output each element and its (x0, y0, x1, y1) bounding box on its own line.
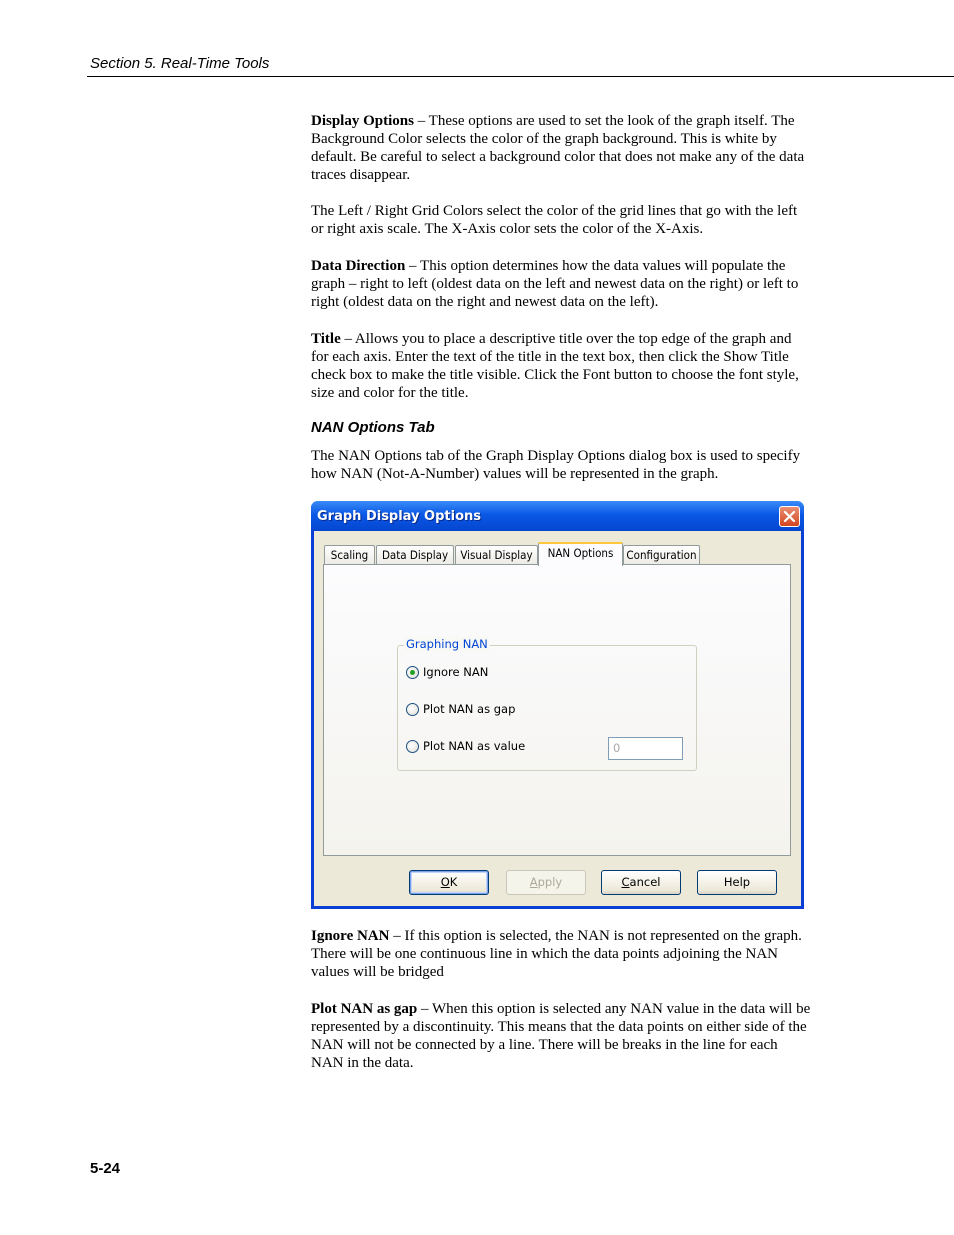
graphing-nan-label: Graphing NAN (406, 637, 488, 651)
running-header: Section 5. Real-Time Tools (90, 55, 270, 72)
dialog-title: Graph Display Options (317, 509, 482, 524)
close-button[interactable] (779, 506, 800, 527)
apply-button[interactable] (506, 870, 586, 895)
apply-mnemonic: A (529, 875, 538, 889)
cancel-label: ancel (629, 875, 661, 889)
graph-display-options-dialog (311, 501, 804, 909)
paragraph-nan-intro: The NAN Options tab of the Graph Display Options dialog box is used to specify how NAN (Not-A-Number) values will be represented in the graph. (311, 448, 801, 482)
text-plot-nan-as-gap: – When this option is selected any NAN value in the data will be represented by a discontinuity. This means that the data points on either side of the NAN will not be connected by a line. There will be breaks in the line for each NAN in the data. (311, 1001, 811, 1071)
tab-scaling[interactable]: Scaling (324, 545, 375, 564)
paragraph-data-direction (311, 257, 811, 311)
header-rule (87, 76, 954, 77)
paragraph-grid-colors: The Left / Right Grid Colors select the color of the grid lines that go with the left or right axis scale. The X-Axis color sets the color of the X-Axis. (311, 203, 798, 237)
text-ignore-nan: – If this option is selected, the NAN is not represented on the graph. There will be one continuous line in which the data points adjoining the NAN values will be bridged (311, 928, 802, 980)
cancel-mnemonic: C (621, 875, 630, 889)
close-icon (783, 510, 796, 523)
text-data-direction: – This option determines how the data values will populate the graph – right to left (oldest data on the left and newest data on the right) or left to right (oldest data on the right and newest data on the left). (311, 258, 799, 310)
paragraph-ignore-nan (311, 927, 811, 981)
radio-plot-nan-as-gap[interactable] (406, 703, 419, 716)
term-plot-nan-as-gap: Plot NAN as gap (311, 1001, 418, 1017)
paragraph-plot-nan-as-gap (311, 1000, 811, 1072)
subheading-nan-options-tab: NAN Options Tab (311, 419, 435, 436)
tab-configuration[interactable]: Configuration (623, 545, 700, 564)
ok-button[interactable] (409, 870, 489, 895)
term-display-options: Display Options (311, 113, 414, 129)
radio-ignore-nan[interactable] (406, 666, 419, 679)
paragraph-title (311, 330, 811, 402)
text-title: – Allows you to place a descriptive title over the top edge of the graph and for each axis. Enter the text of the title in the text box, then click the Show Title check box to make the title visible. Click the Font button to choose the font style, size and color for the title. (311, 331, 799, 401)
label-plot-nan-as-gap: Plot NAN as gap (423, 702, 516, 716)
apply-label: pply (537, 875, 563, 889)
page-number: 5-24 (90, 1160, 121, 1177)
cancel-button[interactable] (601, 870, 681, 895)
nan-options-panel (323, 564, 791, 856)
term-title: Title (311, 331, 341, 347)
tab-data-display[interactable]: Data Display (376, 545, 454, 564)
nan-value-input[interactable]: 0 (608, 737, 683, 760)
dialog-titlebar[interactable] (311, 501, 804, 531)
radio-plot-nan-as-value[interactable] (406, 740, 419, 753)
tab-nan-options[interactable]: NAN Options (538, 542, 623, 566)
paragraph-display-options (311, 112, 811, 184)
term-data-direction: Data Direction (311, 258, 406, 274)
ok-mnemonic: O (440, 875, 450, 889)
ok-label: K (449, 875, 458, 889)
help-button[interactable]: Help (697, 870, 777, 895)
tab-visual-display[interactable]: Visual Display (455, 545, 538, 564)
text-display-options: – These options are used to set the look of the graph itself. The Background Color selects the color of the graph background. This is white by default. Be careful to select a background color that does not make any of the data traces disappear. (311, 113, 805, 183)
graphing-nan-group (397, 637, 697, 771)
label-plot-nan-as-value: Plot NAN as value (423, 739, 526, 753)
label-ignore-nan: Ignore NAN (423, 665, 489, 679)
term-ignore-nan: Ignore NAN (311, 928, 390, 944)
